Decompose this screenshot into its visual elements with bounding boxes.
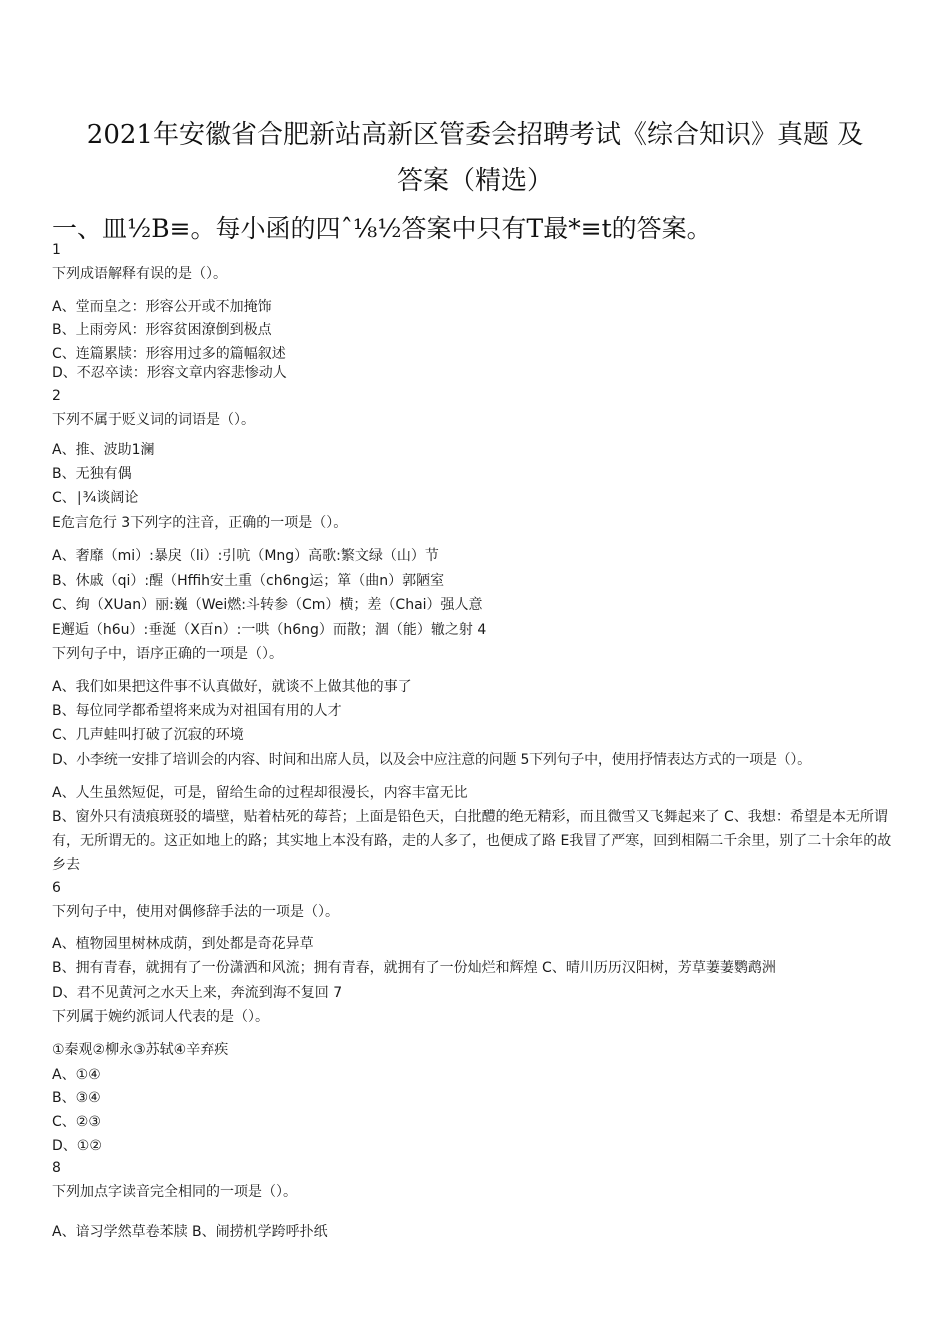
answer-option: C、∣¾谈阔论	[52, 490, 139, 506]
question-stem: 下列成语解释有误的是（）。	[52, 266, 227, 282]
section-heading: 一、皿½B≡。每小函的四ˆ⅛½答案中只有T最*≡t的答案。	[52, 214, 712, 243]
answer-option: E邂逅（h6u）:垂涎（X百n）:一哄（h6ng）而散；涸（能）辙之射 4	[52, 622, 487, 638]
answer-option: B、③④	[52, 1090, 101, 1106]
answer-option: C、连篇累牍：形容用过多的篇幅叙述	[52, 346, 286, 362]
question-stem: D、小李统一安排了培训会的内容、时间和出席人员，以及会中应注意的问题 5下列句子中，使用抒情表达方式的一项是（）。	[52, 752, 811, 768]
question-stem: 下列加点字读音完全相同的一项是（）。	[52, 1184, 297, 1200]
answer-option: D、不忍卒读：形容文章内容悲惨动人	[52, 365, 287, 381]
answer-option: A、①④	[52, 1067, 101, 1083]
question-choices: ①秦观②柳永③苏轼④辛弃疾	[52, 1042, 229, 1058]
answer-option: B、上雨旁风：形容贫困潦倒到极点	[52, 322, 272, 338]
answer-option: B、休戚（qi）:醒（Hffih安土重（ch6ng运；箪（曲n）郭陋室	[52, 573, 445, 589]
answer-option: A、奢靡（mi）:暴戾（li）:引吭（Mng）高歌:繁文绿（山）节	[52, 548, 439, 564]
answer-option: A、谙习学然草卷苯牍 B、闹捞机学跨呼扑纸	[52, 1224, 328, 1240]
answer-option: A、推、波助1澜	[52, 442, 155, 458]
answer-option: A、我们如果把这件事不认真做好，就谈不上做其他的事了	[52, 679, 412, 695]
answer-option: B、拥有青春，就拥有了一份潇洒和风流；拥有青春，就拥有了一份灿烂和辉煌 C、晴川历历汉阳树，芳草萋萋鹦鹉洲	[52, 960, 776, 976]
answer-option: C、绚（XUan）丽:巍（Wei燃:斗转参（Cm）横；差（Chai）强人意	[52, 597, 483, 613]
answer-option: C、②③	[52, 1114, 101, 1130]
question-stem: E危言危行 3下列字的注音，正确的一项是（）。	[52, 515, 348, 531]
question-stem: 下列不属于贬义词的词语是（）。	[52, 412, 255, 428]
answer-option: D、①②	[52, 1138, 102, 1154]
answer-option: D、君不见黄河之水天上来，奔流到海不复回 7	[52, 985, 343, 1001]
answer-option: B、无独有偶	[52, 466, 132, 482]
question-number: 6	[52, 880, 61, 896]
document-title-line1: 2021年安徽省合肥新站高新区管委会招聘考试《综合知识》真题 及	[86, 120, 864, 150]
question-stem: 下列句子中，语序正确的一项是（）。	[52, 646, 283, 662]
answer-option: A、植物园里树林成荫，到处都是奇花异草	[52, 936, 314, 952]
answer-option: B、每位同学都希望将来成为对祖国有用的人才	[52, 703, 342, 719]
answer-option-paragraph: B、窗外只有渍痕斑驳的墙壁，贴着枯死的莓苔；上面是铅色天，白批醴的绝无精彩，而且微雪又飞舞起来了 C、我想：希望是本无所谓有，无所谓无的。这正如地上的路；其实地上本没有路，走的人多了，也便成了路 E我冒了严寒，回到相隔二千余里，别了二十余年的故乡去	[52, 809, 892, 873]
question-stem: 下列属于婉约派词人代表的是（）。	[52, 1009, 269, 1025]
answer-option: A、人生虽然短促，可是，留给生命的过程却很漫长，内容丰富无比	[52, 785, 468, 801]
document-title-line2: 答案（精选）	[396, 166, 553, 196]
question-number: 1	[52, 242, 61, 258]
answer-option: C、几声蛙叫打破了沉寂的环境	[52, 727, 244, 743]
answer-option: A、堂而皇之：形容公开或不加掩饰	[52, 299, 272, 315]
question-number: 2	[52, 388, 61, 404]
question-stem: 下列句子中，使用对偶修辞手法的一项是（）。	[52, 904, 339, 920]
question-number: 8	[52, 1160, 61, 1176]
